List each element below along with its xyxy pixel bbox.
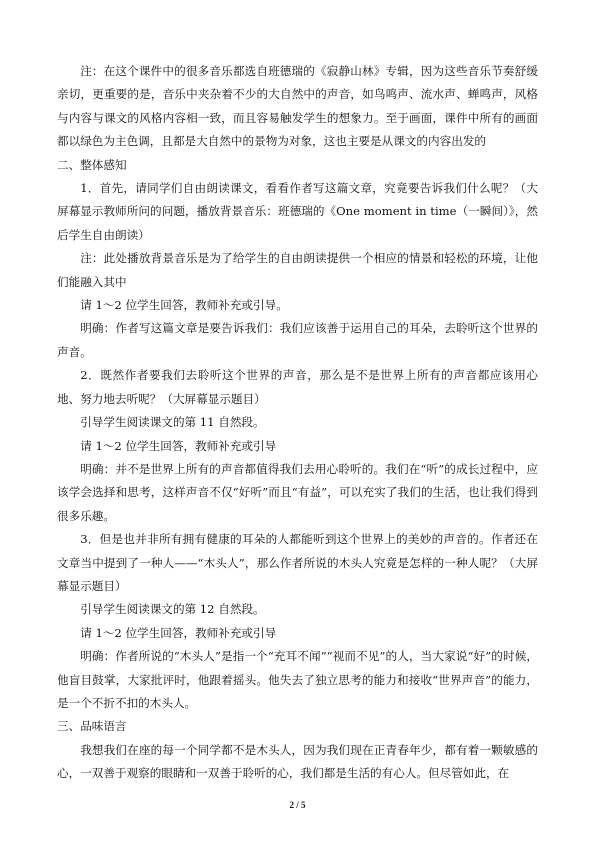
paragraph-note-bg: 注：此处播放背景音乐是为了给学生的自由朗读提供一个相应的情景和轻松的环境，让他们能融入其中 (57, 251, 538, 289)
paragraph-q2: 2．既然作者要我们去聆听这个世界的声音，那么是不是世界上所有的声音都应该用心地、努力地去听呢？（大屏幕显示题目） (57, 368, 538, 406)
paragraph-q3-guide: 引导学生阅读课文的第 12 自然段。 (80, 602, 265, 617)
section-heading-heading-overall: 二、整体感知 (57, 157, 127, 172)
paragraph-q3-answer: 明确：作者所说的“木头人”是指一个“充耳不闻”“视而不见”的人，当大家说“好”的时候，他盲目鼓掌，大家批评时，他跟着摇头。他失去了独立思考的能力和接收“世界声音”的能力，是一个不折不扣的木头人。 (57, 649, 538, 710)
paragraph-q1: 1．首先，请同学们自由朗读课文，看看作者写这篇文章，究竟要告诉我们什么呢？（大屏幕显示教师所问的问题，播放背景音乐：班德瑞的《One moment in time（一瞬间）》，然后学生自由朗读） (57, 181, 538, 242)
paragraph-q2-guide: 引导学生阅读课文的第 11 自然段。 (80, 415, 265, 430)
paragraph-note-music: 注：在这个课件中的很多音乐都选自班德瑞的《寂静山林》专辑，因为这些音乐节奏舒缓亲切，更重要的是，音乐中夹杂着不少的大自然中的声音，如鸟鸣声、流水声、蝉鸣声，风格与内容与课文的风格内容相一致，而且容易触发学生的想象力。至于画面，课件中所有的画面都以绿色为主色调，且都是大自然中的景物为对象，这也主要是从课文的内容出发的 (57, 64, 538, 149)
section-heading-heading-language: 三、品味语言 (57, 719, 127, 734)
paragraph-language-intro: 我想我们在座的每一个同学都不是木头人，因为我们现在正青春年少，都有着一颗敏感的心，一双善于观察的眼睛和一双善于聆听的心，我们都是生活的有心人。但尽管如此，在 (57, 742, 538, 781)
page-number: 2 / 5 (289, 800, 306, 810)
paragraph-q3: 3．但是也并非所有拥有健康的耳朵的人都能听到这个世界上的美妙的声音的。作者还在文章当中提到了一种人——“木头人”，那么作者所说的木头人究竟是怎样的一种人呢？（大屏幕显示题目） (57, 532, 538, 593)
paragraph-q1-answer: 明确：作者写这篇文章是要告诉我们：我们应该善于运用自己的耳朵，去聆听这个世界的声音。 (57, 321, 538, 359)
paragraph-q2-answer: 明确：并不是世界上所有的声音都值得我们去用心聆听的。我们在“听”的成长过程中，应该学会选择和思考，这样声音不仅“好听”而且“有益”，可以充实了我们的生活，也让我们得到很多乐趣。 (57, 461, 538, 523)
paragraph-q3-ask: 请 1～2 位学生回答，教师补充或引导 (80, 625, 277, 640)
paragraph-q1-ask: 请 1～2 位学生回答，教师补充或引导。 (80, 298, 288, 313)
page-body (57, 60, 538, 786)
paragraph-q2-ask: 请 1～2 位学生回答，教师补充或引导 (80, 438, 277, 453)
